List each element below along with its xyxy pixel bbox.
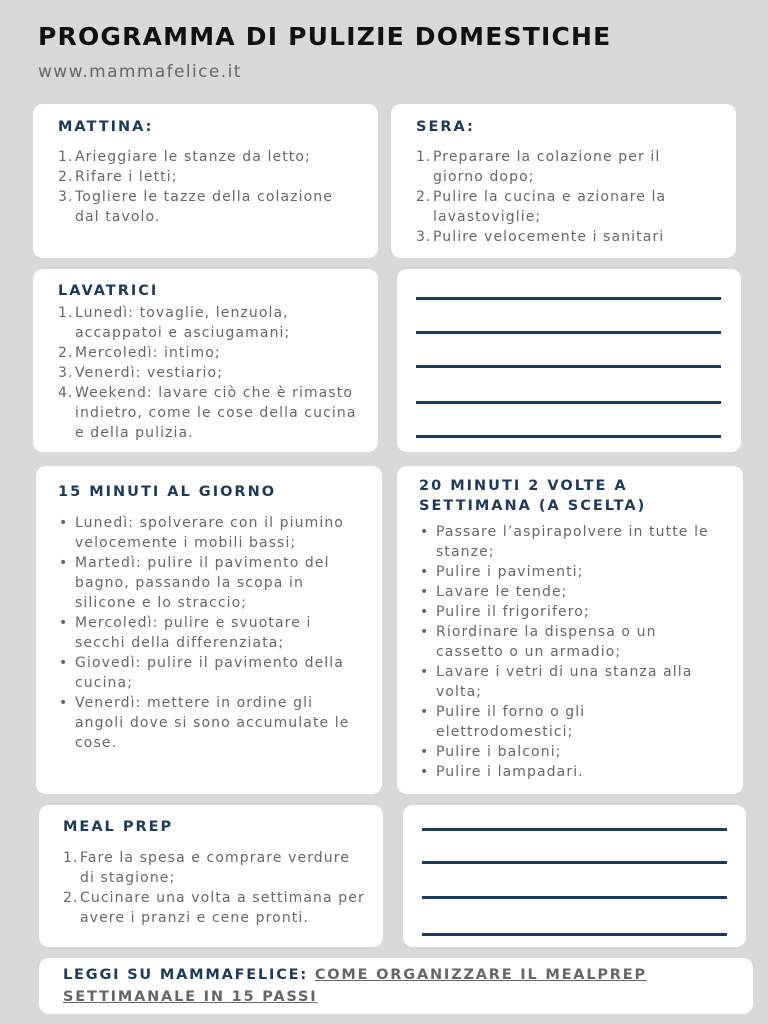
list-item: 1. Lunedì: tovaglie, lenzuola, accappatoi e asciugamani; (58, 305, 291, 341)
list-item: • Lavare i vetri di una stanza alla volta; (419, 662, 723, 702)
list-item: 2. Pulire la cucina e azionare la lavastoviglie; (416, 189, 667, 225)
list-item: • Lavare le tende; (419, 582, 723, 602)
list-item: 3. Togliere le tazze della colazione dal tavolo. (58, 189, 333, 225)
list-item: • Pulire i pavimenti; (419, 562, 723, 582)
writing-line (416, 365, 721, 368)
site-url: www.mammafelice.it (38, 62, 242, 82)
card-writing-lines-1 (397, 269, 741, 452)
card-footer (39, 958, 753, 1014)
venti-list (419, 522, 723, 782)
writing-line (416, 297, 721, 300)
writing-line (422, 896, 727, 899)
card-20-minuti (397, 466, 743, 794)
card-mattina (33, 104, 378, 258)
card-meal-prep (39, 805, 383, 947)
mattina-list (58, 147, 358, 227)
list-item: 1. Fare la spesa e comprare verdure di stagione; (63, 850, 351, 886)
list-item: • Mercoledì: pulire e svuotare i secchi della differenziata; (58, 613, 362, 653)
list-item: 3. Venerdì: vestiario; (58, 365, 224, 381)
page-title: PROGRAMMA DI PULIZIE DOMESTICHE (38, 22, 612, 51)
list-item: 2. Mercoledì: intimo; (58, 345, 221, 361)
list-item: • Venerdì: mettere in ordine gli angoli dove si sono accumulate le cose. (58, 693, 362, 753)
venti-title: 20 MINUTI 2 VOLTE A SETTIMANA (A SCELTA) (419, 478, 647, 514)
writing-line (416, 401, 721, 404)
sera-title: SERA: (416, 119, 475, 135)
list-item: • Lunedì: spolverare con il piumino velocemente i mobili bassi; (58, 513, 362, 553)
writing-line (422, 933, 727, 936)
list-item: • Pulire i balconi; (419, 742, 723, 762)
lavatrici-title: LAVATRICI (58, 283, 159, 299)
lavatrici-list (58, 303, 358, 443)
mealprep-title: MEAL PREP (63, 819, 174, 835)
list-item: • Pulire il frigorifero; (419, 602, 723, 622)
list-item: 3. Pulire velocemente i sanitari (416, 229, 665, 245)
list-item: • Pulire il forno o gli elettrodomestici; (419, 702, 723, 742)
list-item: • Passare l’aspirapolvere in tutte le stanze; (419, 522, 723, 562)
list-item: 4. Weekend: lavare ciò che è rimasto indietro, come le cose della cucina e della pulizia. (58, 385, 357, 441)
mealprep-article-link[interactable]: COME ORGANIZZARE IL MEALPREP SETTIMANALE IN 15 PASSI (63, 967, 647, 1005)
sera-list (416, 147, 716, 247)
card-lavatrici (33, 269, 378, 452)
list-item: • Martedì: pulire il pavimento del bagno, passando la scopa in silicone e lo straccio; (58, 553, 362, 613)
mealprep-list (63, 848, 365, 928)
card-15-minuti (36, 466, 382, 794)
writing-line (422, 828, 727, 831)
list-item: 2. Rifare i letti; (58, 169, 178, 185)
mattina-title: MATTINA: (58, 119, 154, 135)
list-item: • Giovedì: pulire il pavimento della cucina; (58, 653, 362, 693)
list-item: • Riordinare la dispensa o un cassetto o un armadio; (419, 622, 723, 662)
card-writing-lines-2 (403, 805, 746, 947)
writing-line (422, 861, 727, 864)
list-item: • Pulire i lampadari. (419, 762, 723, 782)
footer-lead: LEGGI SU MAMMAFELICE: (63, 967, 315, 983)
quindici-title: 15 MINUTI AL GIORNO (58, 484, 277, 500)
quindici-list (58, 513, 362, 753)
writing-line (416, 435, 721, 438)
card-sera (391, 104, 736, 258)
list-item: 1. Preparare la colazione per il giorno dopo; (416, 149, 661, 185)
list-item: 1. Arieggiare le stanze da letto; (58, 149, 311, 165)
footer-text (63, 964, 683, 1008)
list-item: 2. Cucinare una volta a settimana per avere i pranzi e cene pronti. (63, 890, 365, 926)
writing-line (416, 331, 721, 334)
